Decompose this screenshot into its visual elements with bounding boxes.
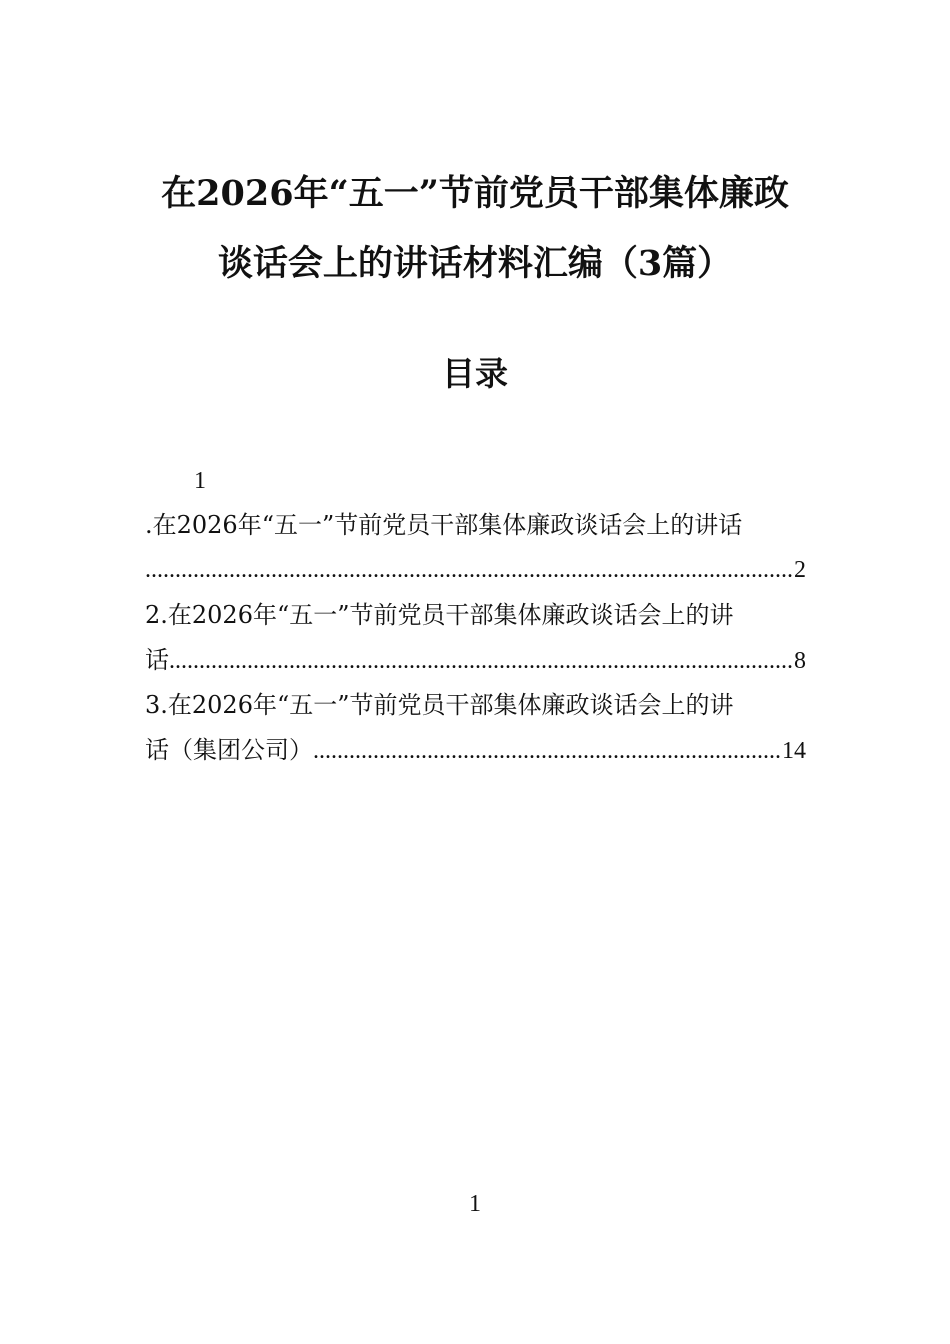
toc-entry-2-dot-leader — [169, 645, 794, 677]
toc-heading: 目录 — [442, 354, 508, 393]
toc-entry-3-text[interactable]: 3.在2026年“五一”节前党员干部集体廉政谈话会上的讲 — [145, 691, 734, 719]
toc-entry-2-text[interactable]: 2.在2026年“五一”节前党员干部集体廉政谈话会上的讲 — [145, 601, 734, 629]
toc-entry-2-title[interactable] — [145, 599, 806, 631]
toc-entry-2-text-cont[interactable]: 话 — [145, 646, 169, 674]
toc-entry-1-title[interactable] — [145, 509, 806, 541]
toc-entry-3-leader[interactable] — [145, 734, 806, 767]
toc-entry-3-page[interactable]: 14 — [782, 738, 806, 764]
toc-entry-1-leader[interactable] — [145, 554, 806, 586]
page-number: 1 — [469, 1191, 481, 1217]
toc-entry-1-number[interactable]: 1 — [194, 468, 206, 494]
toc-entry-1-page[interactable]: 2 — [794, 557, 806, 583]
toc-entry-3-text-cont[interactable]: 话（集团公司） — [145, 736, 313, 764]
toc-entry-1-text[interactable]: .在2026年“五一”节前党员干部集体廉政谈话会上的讲话 — [145, 511, 743, 539]
toc-entry-3-title[interactable] — [145, 689, 806, 721]
toc-entry-2-leader[interactable] — [145, 644, 806, 677]
toc-entry-1-dot-leader — [145, 554, 794, 586]
toc-entry-3-dot-leader — [313, 735, 782, 767]
toc-entry-2-page[interactable]: 8 — [794, 648, 806, 674]
document-title-line-1: 在2026年“五一”节前党员干部集体廉政 — [161, 173, 789, 214]
document-title-line-2: 谈话会上的讲话材料汇编（3篇） — [217, 243, 733, 284]
